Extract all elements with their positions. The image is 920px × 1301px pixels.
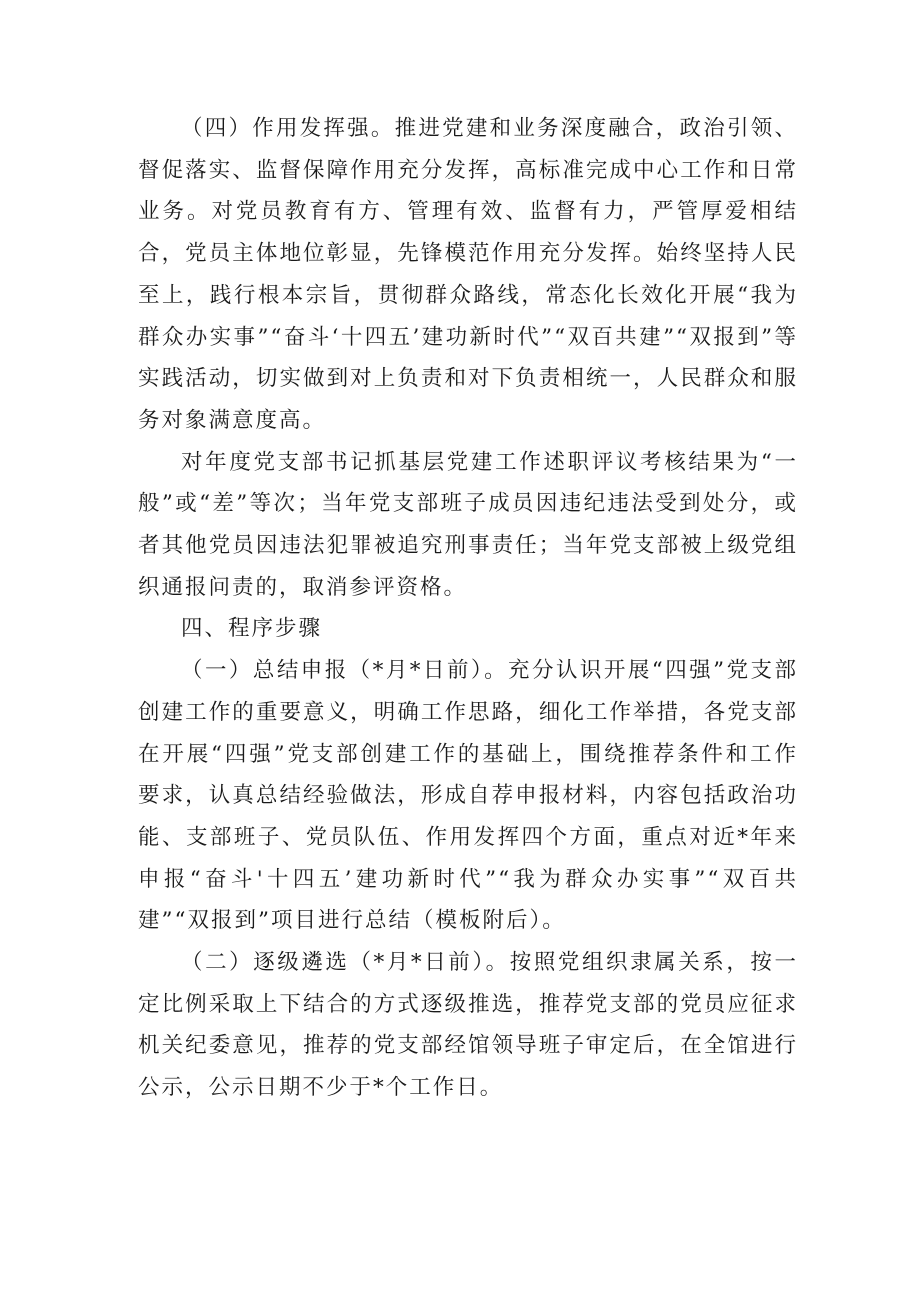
paragraph-role-performance: （四）作用发挥强。推进党建和业务深度融合，政治引领、督促落实、监督保障作用充分发挥，高标准完成中心工作和日常业务。对党员教育有方、管理有效、监督有力，严管厚爱相结合，党员主体地位彰显，先锋模范作用充分发挥。始终坚持人民至上，践行根本宗旨，贯彻群众路线，常态化长效化开展“我为群众办实事”“奋斗‘十四五’建功新时代”“双百共建”“双报到”等实践活动，切实做到对上负责和对下负责相统一，人民群众和服务对象满意度高。 — [138, 116, 798, 433]
section-heading-procedure: 四、程序步骤 — [181, 616, 323, 642]
paragraph-disqualification: 对年度党支部书记抓基层党建工作述职评议考核结果为“一般”或“差”等次；当年党支部班子成员因违纪违法受到处分，或者其他党员因违法犯罪被追究刑事责任；当年党支部被上级党组织通报问责的，取消参评资格。 — [138, 449, 798, 600]
document-body — [138, 108, 798, 1109]
paragraph-step-selection: （二）逐级遴选（*月*日前）。按照党组织隶属关系，按一定比例采取上下结合的方式逐级推选，推荐党支部的党员应征求机关纪委意见，推荐的党支部经馆领导班子审定后，在全馆进行公示，公示日期不少于*个工作日。 — [138, 950, 798, 1101]
paragraph-step-summary-report: （一）总结申报（*月*日前）。充分认识开展“四强”党支部创建工作的重要意义，明确工作思路，细化工作举措，各党支部在开展“四强”党支部创建工作的基础上，围绕推荐条件和工作要求，认真总结经验做法，形成自荐申报材料，内容包括政治功能、支部班子、党员队伍、作用发挥四个方面，重点对近*年来申报“奋斗'十四五’建功新时代”“我为群众办实事”“双百共建”“双报到”项目进行总结（模板附后）。 — [138, 658, 798, 934]
